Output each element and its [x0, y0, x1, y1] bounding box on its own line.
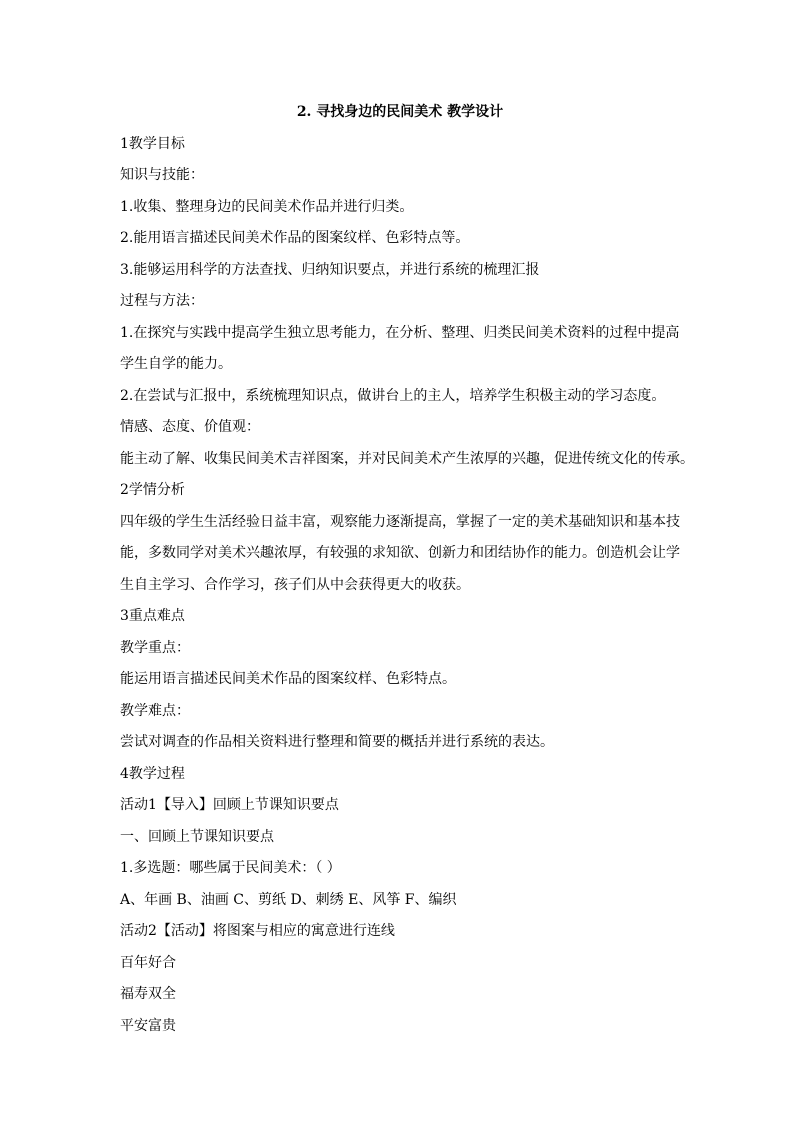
- document-title: 2. 寻找身边的民间美术 教学设计: [296, 104, 504, 120]
- section-heading-student-analysis: 2学情分析: [120, 482, 185, 498]
- section-heading-objectives: 1教学目标: [120, 136, 185, 152]
- subheading-process-methods: 过程与方法：: [120, 293, 204, 309]
- activity-heading: 活动1【导入】回顾上节课知识要点: [120, 797, 339, 813]
- subheading-attitude-values: 情感、态度、价值观：: [120, 419, 260, 435]
- section-heading-key-points: 3重点难点: [120, 608, 185, 624]
- list-item: 百年好合: [120, 955, 176, 971]
- paragraph-line: 1.收集、整理身边的民间美术作品并进行归类。: [120, 199, 414, 215]
- subheading-difficult-point: 教学难点：: [120, 703, 190, 719]
- question-line: 1.多选题：哪些属于民间美术：（ ）: [120, 860, 341, 876]
- paragraph-line: 2.在尝试与汇报中，系统梳理知识点，做讲台上的主人，培养学生积极主动的学习态度。: [120, 388, 666, 404]
- list-item: 平安富贵: [120, 1018, 176, 1034]
- list-item: 福寿双全: [120, 986, 176, 1002]
- paragraph-line: 四年级的学生生活经验日益丰富，观察能力逐渐提高，掌握了一定的美术基础知识和基本技: [120, 514, 680, 530]
- paragraph-line: 2.能用语言描述民间美术作品的图案纹样、色彩特点等。: [120, 230, 470, 246]
- paragraph-line: 1.在探究与实践中提高学生独立思考能力，在分析、整理、归类民间美术资料的过程中提高: [120, 325, 680, 341]
- section-heading-teaching-process: 4教学过程: [120, 766, 185, 782]
- paragraph-line: 尝试对调查的作品相关资料进行整理和简要的概括并进行系统的表达。: [120, 734, 554, 750]
- activity-heading: 活动2【活动】将图案与相应的寓意进行连线: [120, 923, 395, 939]
- subheading-knowledge-skills: 知识与技能：: [120, 167, 204, 183]
- paragraph-line: 学生自学的能力。: [120, 356, 232, 372]
- paragraph-line: 能主动了解、收集民间美术吉祥图案，并对民间美术产生浓厚的兴趣，促进传统文化的传承。: [120, 451, 694, 467]
- paragraph-line: 生自主学习、合作学习，孩子们从中会获得更大的收获。: [120, 577, 470, 593]
- options-line: A、年画 B、油画 C、剪纸 D、刺绣 E、风筝 F、编织: [120, 892, 457, 908]
- paragraph-line: 能，多数同学对美术兴趣浓厚，有较强的求知欲、创新力和团结协作的能力。创造机会让学: [120, 545, 680, 561]
- subheading-key-point: 教学重点：: [120, 640, 190, 656]
- paragraph-line: 能运用语言描述民间美术作品的图案纹样、色彩特点。: [120, 671, 456, 687]
- paragraph-line: 一、回顾上节课知识要点: [120, 829, 274, 845]
- paragraph-line: 3.能够运用科学的方法查找、归纳知识要点，并进行系统的梳理汇报: [120, 262, 540, 278]
